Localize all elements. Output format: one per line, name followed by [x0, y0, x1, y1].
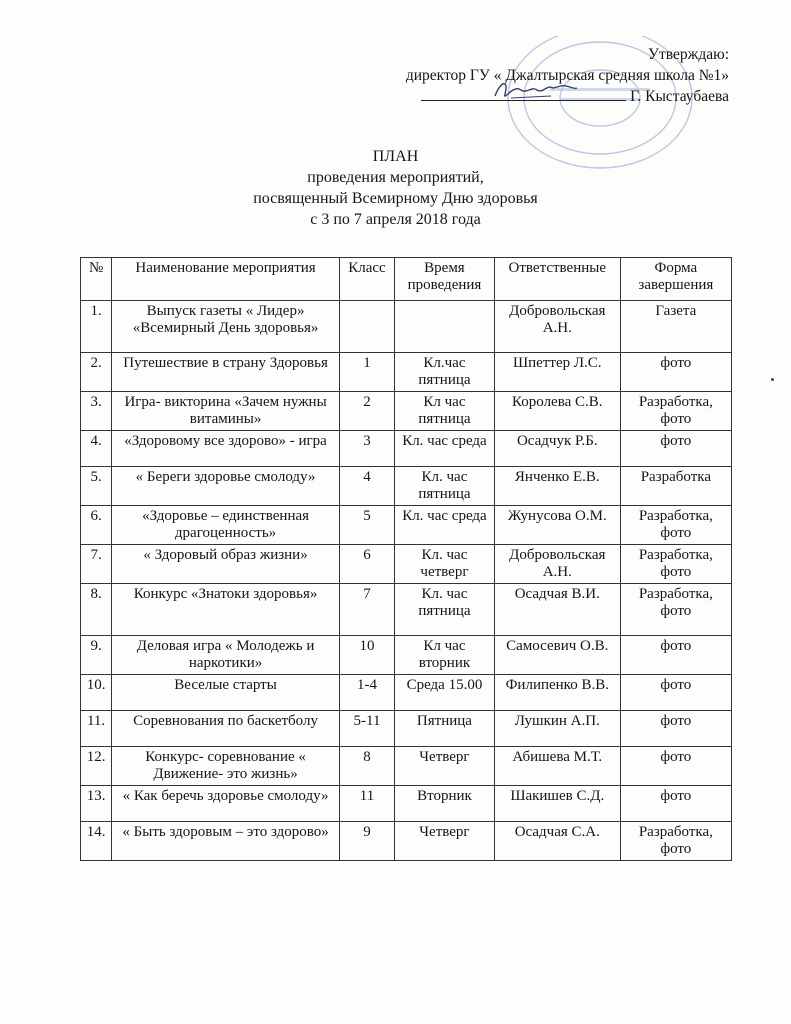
table-row: [81, 301, 732, 353]
approval-signature-line: [406, 86, 729, 107]
cell-completion-form: Разработка, фото: [620, 584, 731, 636]
header-time: Время проведения: [395, 258, 495, 301]
cell-time: Кл. час пятница: [395, 467, 495, 506]
cell-row-number: 7.: [81, 545, 112, 584]
cell-time: Кл. час четверг: [395, 545, 495, 584]
table-row: [81, 545, 732, 584]
cell-event-name: Выпуск газеты « Лидер» «Всемирный День здоровья»: [112, 301, 340, 353]
cell-completion-form: фото: [620, 636, 731, 675]
cell-row-number: 10.: [81, 675, 112, 711]
table-header-row: [81, 258, 732, 301]
cell-time: Вторник: [395, 786, 495, 822]
title-dates: с 3 по 7 апреля 2018 года: [310, 211, 481, 228]
cell-time: Кл.час пятница: [395, 353, 495, 392]
cell-time: Кл. час среда: [395, 431, 495, 467]
table-row: [81, 786, 732, 822]
cell-class: 7: [339, 584, 394, 636]
table-row: [81, 431, 732, 467]
header-class: Класс: [339, 258, 394, 301]
cell-completion-form: фото: [620, 431, 731, 467]
cell-row-number: 9.: [81, 636, 112, 675]
cell-time: Кл. час пятница: [395, 584, 495, 636]
table-row: [81, 467, 732, 506]
table-row: [81, 353, 732, 392]
table-row: [81, 822, 732, 861]
cell-responsible: Абишева М.Т.: [494, 747, 620, 786]
cell-row-number: 12.: [81, 747, 112, 786]
header-responsible: Ответственные: [494, 258, 620, 301]
cell-event-name: «Здоровому все здорово» - игра: [112, 431, 340, 467]
document-title: [0, 146, 791, 230]
cell-completion-form: фото: [620, 353, 731, 392]
cell-event-name: « Береги здоровье смолоду»: [112, 467, 340, 506]
cell-class: 6: [339, 545, 394, 584]
cell-completion-form: фото: [620, 747, 731, 786]
header-number: №: [81, 258, 112, 301]
title-heading: ПЛАН: [372, 148, 419, 165]
cell-responsible: Королева С.В.: [494, 392, 620, 431]
cell-event-name: Конкурс- соревнование « Движение- это жизнь»: [112, 747, 340, 786]
cell-responsible: Лушкин А.П.: [494, 711, 620, 747]
header-completion-form: Форма завершения: [620, 258, 731, 301]
cell-completion-form: Разработка, фото: [620, 392, 731, 431]
cell-completion-form: Разработка, фото: [620, 545, 731, 584]
cell-event-name: « Здоровый образ жизни»: [112, 545, 340, 584]
cell-class: 4: [339, 467, 394, 506]
cell-completion-form: Газета: [620, 301, 731, 353]
events-table: [80, 257, 732, 861]
header-name: Наименование мероприятия: [112, 258, 340, 301]
cell-event-name: Деловая игра « Молодежь и наркотики»: [112, 636, 340, 675]
cell-responsible: Осадчук Р.Б.: [494, 431, 620, 467]
cell-responsible: Жунусова О.М.: [494, 506, 620, 545]
approval-signer-name: Г. Кыстаубаева: [630, 88, 729, 105]
cell-responsible: Осадчая В.И.: [494, 584, 620, 636]
approval-heading: Утверждаю:: [648, 46, 729, 63]
table-row: [81, 584, 732, 636]
cell-time: Четверг: [395, 747, 495, 786]
cell-class: 5-11: [339, 711, 394, 747]
cell-responsible: Осадчая С.А.: [494, 822, 620, 861]
cell-responsible: Янченко Е.В.: [494, 467, 620, 506]
table-row: [81, 747, 732, 786]
signature-underline: [421, 86, 626, 101]
cell-class: 1: [339, 353, 394, 392]
cell-responsible: Добровольская А.Н.: [494, 301, 620, 353]
cell-class: 3: [339, 431, 394, 467]
cell-completion-form: Разработка: [620, 467, 731, 506]
approval-position: директор ГУ « Джалтырская средняя школа №1»: [405, 67, 729, 84]
cell-class: 9: [339, 822, 394, 861]
cell-time: Кл час пятница: [395, 392, 495, 431]
cell-responsible: Филипенко В.В.: [494, 675, 620, 711]
cell-class: 5: [339, 506, 394, 545]
cell-row-number: 13.: [81, 786, 112, 822]
cell-event-name: « Быть здоровым – это здорово»: [112, 822, 340, 861]
cell-time: [395, 301, 495, 353]
cell-row-number: 8.: [81, 584, 112, 636]
cell-completion-form: фото: [620, 786, 731, 822]
table-row: [81, 675, 732, 711]
handwritten-signature: [491, 76, 581, 106]
approval-block: [406, 44, 729, 107]
cell-responsible: Добровольская А.Н.: [494, 545, 620, 584]
title-subtitle-2: посвященный Всемирному Дню здоровья: [253, 190, 538, 207]
cell-row-number: 14.: [81, 822, 112, 861]
cell-class: [339, 301, 394, 353]
cell-event-name: Веселые старты: [112, 675, 340, 711]
cell-responsible: Шакишев С.Д.: [494, 786, 620, 822]
cell-completion-form: Разработка, фото: [620, 822, 731, 861]
cell-event-name: « Как беречь здоровье смолоду»: [112, 786, 340, 822]
scan-speck: [771, 378, 774, 381]
cell-completion-form: фото: [620, 675, 731, 711]
cell-time: Кл час вторник: [395, 636, 495, 675]
cell-event-name: Путешествие в страну Здоровья: [112, 353, 340, 392]
cell-row-number: 1.: [81, 301, 112, 353]
table-row: [81, 711, 732, 747]
cell-event-name: «Здоровье – единственная драгоценность»: [112, 506, 340, 545]
cell-row-number: 2.: [81, 353, 112, 392]
cell-row-number: 3.: [81, 392, 112, 431]
table-row: [81, 636, 732, 675]
cell-responsible: Шпеттер Л.С.: [494, 353, 620, 392]
table-row: [81, 392, 732, 431]
cell-class: 1-4: [339, 675, 394, 711]
cell-time: Пятница: [395, 711, 495, 747]
cell-time: Среда 15.00: [395, 675, 495, 711]
cell-row-number: 11.: [81, 711, 112, 747]
cell-row-number: 6.: [81, 506, 112, 545]
title-subtitle-1: проведения мероприятий,: [307, 169, 484, 186]
cell-time: Кл. час среда: [395, 506, 495, 545]
cell-class: 11: [339, 786, 394, 822]
cell-row-number: 4.: [81, 431, 112, 467]
cell-time: Четверг: [395, 822, 495, 861]
cell-class: 10: [339, 636, 394, 675]
cell-responsible: Самосевич О.В.: [494, 636, 620, 675]
cell-class: 2: [339, 392, 394, 431]
cell-completion-form: фото: [620, 711, 731, 747]
cell-event-name: Соревнования по баскетболу: [112, 711, 340, 747]
cell-event-name: Конкурс «Знатоки здоровья»: [112, 584, 340, 636]
table-body: [81, 301, 732, 861]
cell-event-name: Игра- викторина «Зачем нужны витамины»: [112, 392, 340, 431]
cell-completion-form: Разработка, фото: [620, 506, 731, 545]
cell-row-number: 5.: [81, 467, 112, 506]
table-row: [81, 506, 732, 545]
cell-class: 8: [339, 747, 394, 786]
